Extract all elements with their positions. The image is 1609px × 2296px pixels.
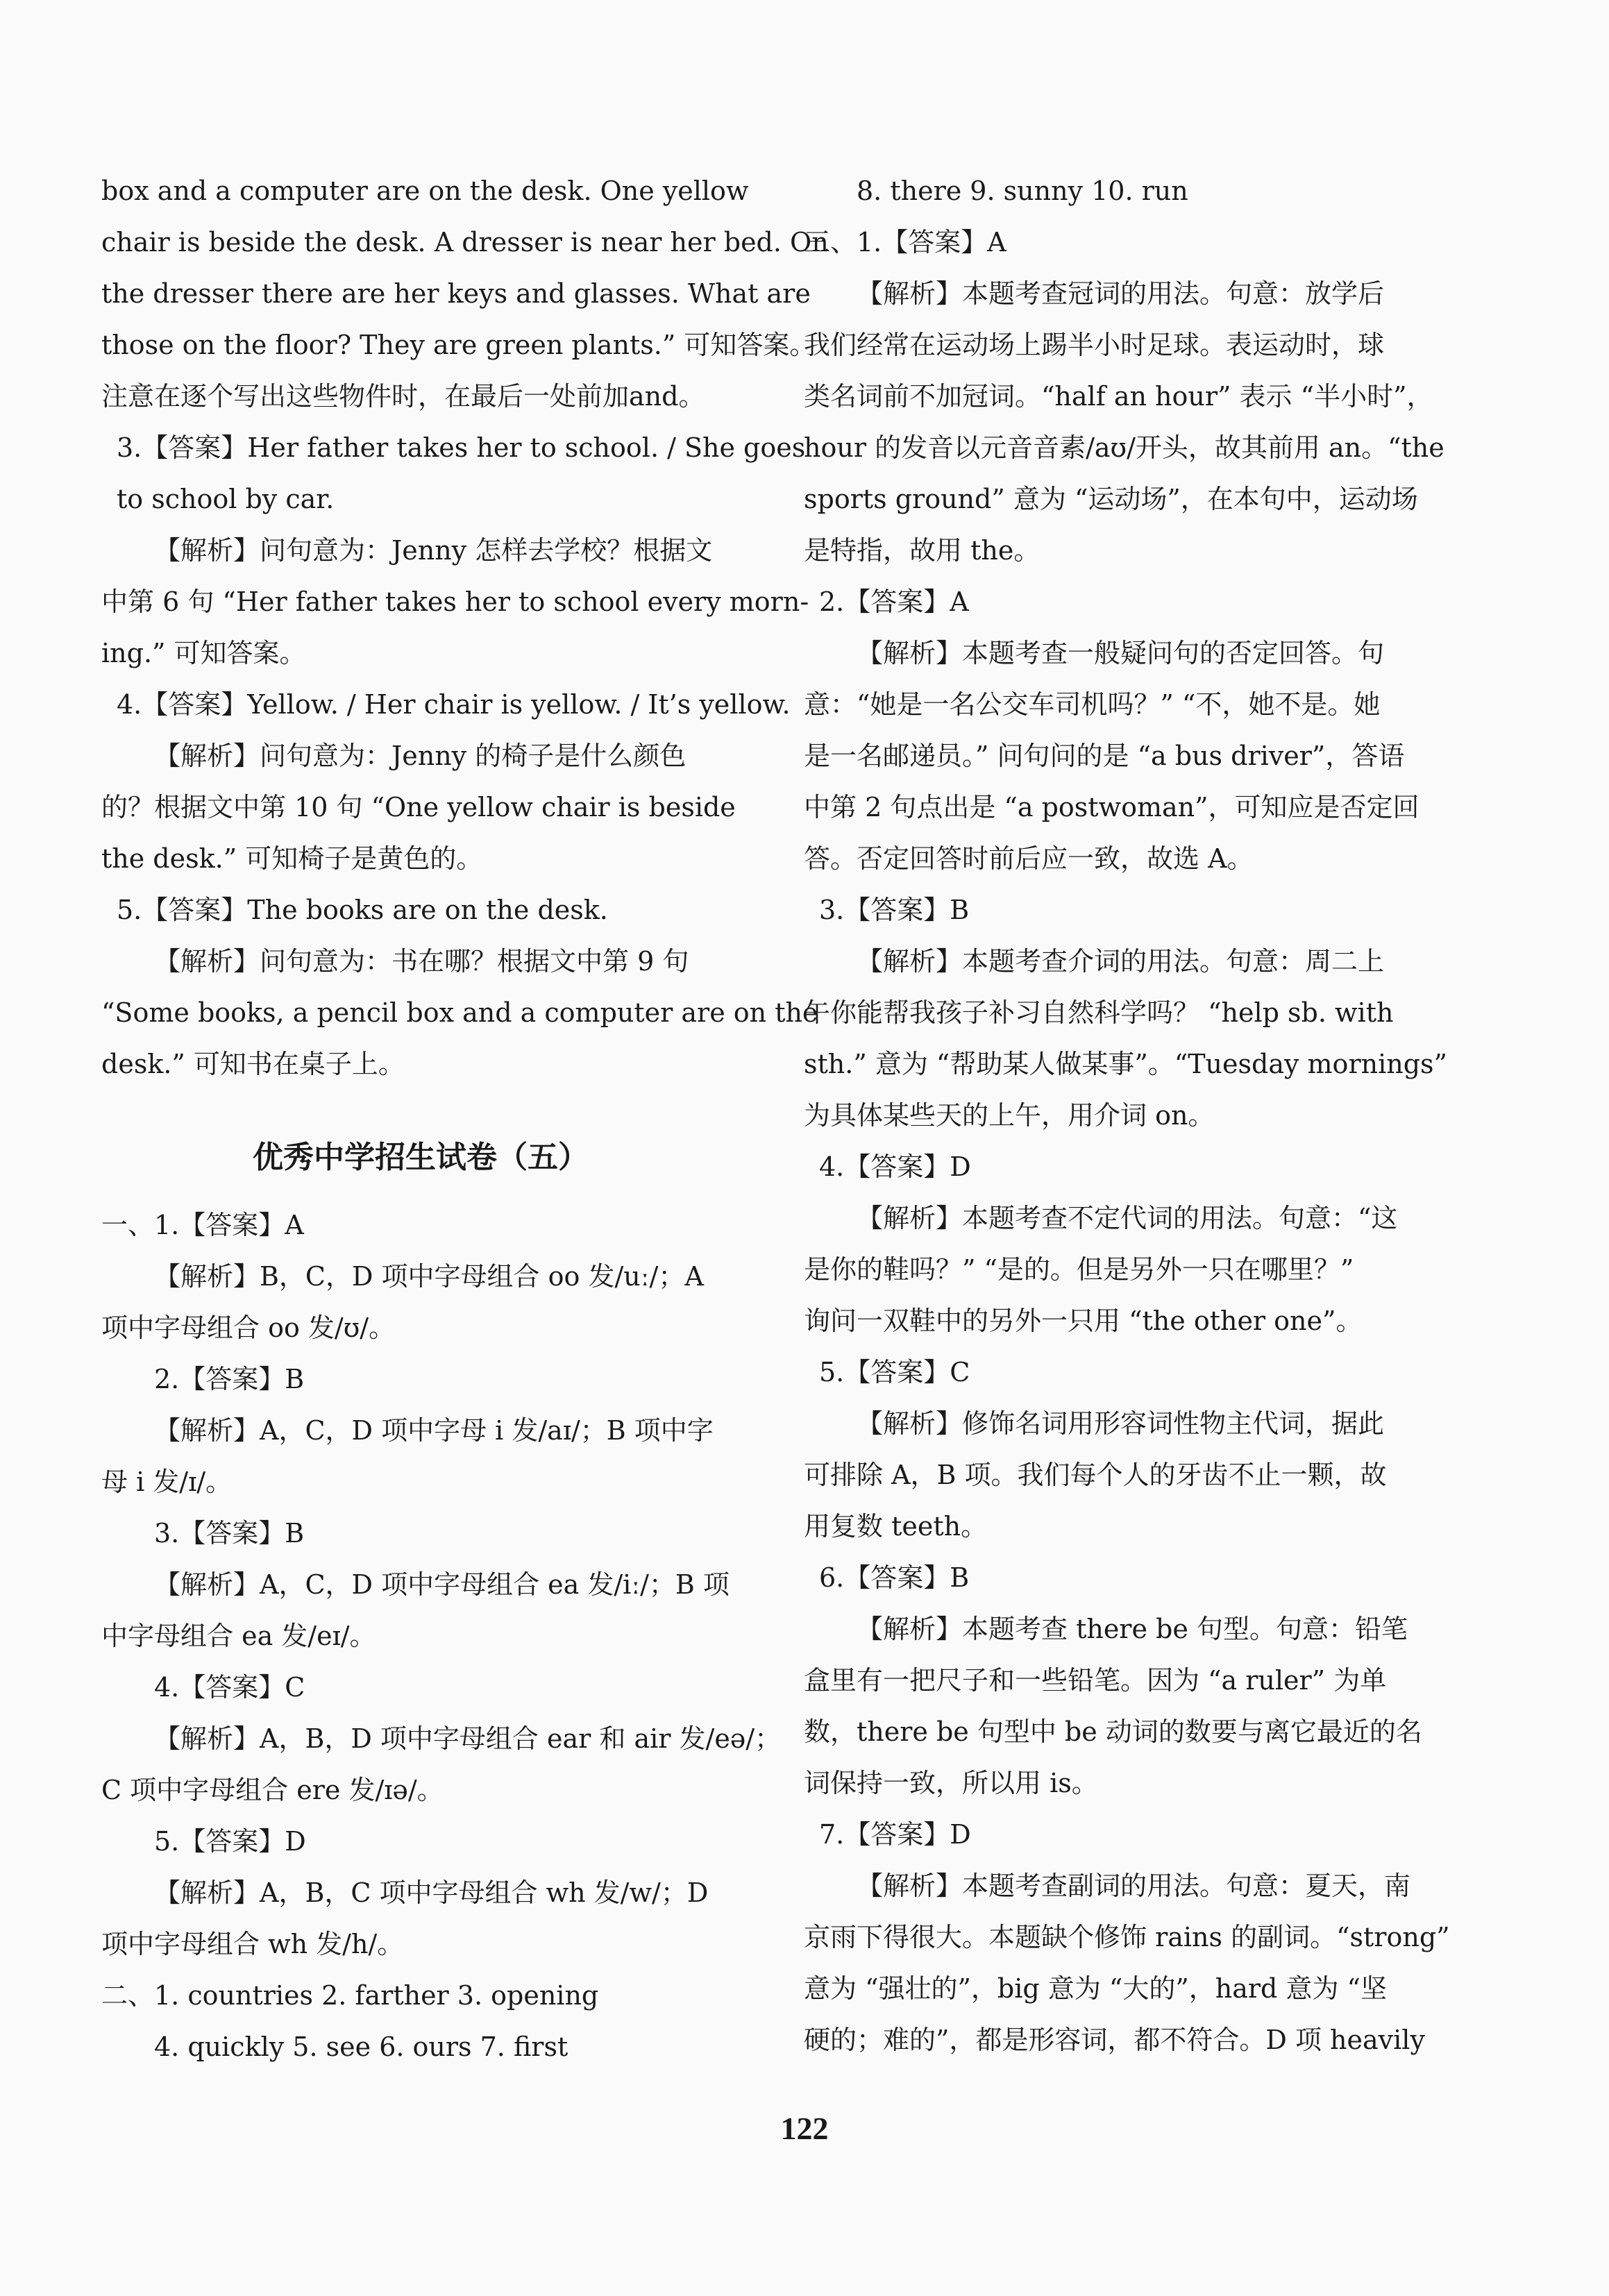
text-line: 4. quickly 5. see 6. ours 7. first xyxy=(154,2032,568,2062)
text-line: 可排除 A，B 项。我们每个人的牙齿不止一颗，故 xyxy=(804,1460,1387,1490)
text-line: 词保持一致，所以用 is。 xyxy=(804,1768,1098,1798)
text-line: 【解析】本题考查副词的用法。句意：夏天，南 xyxy=(857,1871,1411,1901)
text-line: 数，there be 句型中 be 动词的数要与离它最近的名 xyxy=(804,1716,1422,1747)
text-line: 注意在逐个写出这些物件时，在最后一处前加and。 xyxy=(101,381,705,412)
text-line: 【解析】A，C，D 项中字母 i 发/aɪ/；B 项中字 xyxy=(154,1415,714,1446)
text-line: 【解析】问句意为：Jenny 的椅子是什么颜色 xyxy=(154,741,686,771)
left-column xyxy=(101,165,829,2073)
text-line: the desk.” 可知椅子是黄色的。 xyxy=(101,843,483,874)
text-line: 二、1. countries 2. farther 3. opening xyxy=(101,1980,599,2011)
text-line: 3.【答案】B xyxy=(819,895,970,925)
text-line: those on the floor? They are green plants.” 可知答案。 xyxy=(101,330,816,360)
text-line: 是你的鞋吗？” “是的。但是另外一只在哪里？” xyxy=(804,1254,1354,1285)
text-line: 2.【答案】A xyxy=(819,586,969,617)
text-line: 3.【答案】B xyxy=(154,1518,305,1548)
text-line: 类名词前不加冠词。“half an hour” 表示 “半小时”， xyxy=(804,381,1433,412)
text-line: desk.” 可知书在桌子上。 xyxy=(101,1049,405,1079)
text-line: 4.【答案】D xyxy=(819,1151,971,1182)
text-line: 【解析】问句意为：Jenny 怎样去学校？根据文 xyxy=(154,535,713,566)
text-line: C 项中字母组合 ere 发/ɪə/。 xyxy=(101,1775,444,1805)
text-line: 午你能帮我孩子补习自然科学吗？ “help sb. with xyxy=(804,997,1394,1028)
text-line: 【解析】A，B，D 项中字母组合 ear 和 air 发/eə/； xyxy=(154,1723,782,1754)
text-line: to school by car. xyxy=(117,484,335,514)
text-line: 一、1.【答案】A xyxy=(101,1210,304,1240)
text-line: 【解析】修饰名词用形容词性物主代词，据此 xyxy=(857,1408,1385,1439)
text-line: 母 i 发/ɪ/。 xyxy=(101,1467,233,1497)
text-line: box and a computer are on the desk. One yellow xyxy=(101,176,749,206)
text-line: 4.【答案】Yellow. / Her chair is yellow. / It’s yellow. xyxy=(117,689,791,720)
text-line: 5.【答案】D xyxy=(154,1826,306,1857)
text-line: ing.” 可知答案。 xyxy=(101,638,306,668)
text-line: 我们经常在运动场上踢半小时足球。表运动时，球 xyxy=(804,330,1385,360)
text-line: 【解析】本题考查 there be 句型。句意：铅笔 xyxy=(857,1614,1408,1644)
text-line: 硬的；难的”，都是形容词，都不符合。D 项 heavily xyxy=(804,2025,1425,2055)
text-line: 意：“她是一名公交车司机吗？” “不，她不是。她 xyxy=(804,689,1381,720)
text-line: sports ground” 意为 “运动场”，在本句中，运动场 xyxy=(804,484,1418,514)
text-line: 中第 2 句点出是 “a postwoman”，可知应是否定回 xyxy=(804,792,1420,822)
text-line: 是一名邮递员。” 问句问的是 “a bus driver”，答语 xyxy=(804,741,1405,771)
text-line: 三、1.【答案】A xyxy=(804,227,1006,258)
text-line: 盒里有一把尺子和一些铅笔。因为 “a ruler” 为单 xyxy=(804,1665,1387,1696)
text-line: 8. there 9. sunny 10. run xyxy=(857,176,1188,206)
section-title: 优秀中学招生试卷（五） xyxy=(253,1140,589,1175)
text-line: 【解析】A，B，C 项中字母组合 wh 发/w/；D xyxy=(154,1877,709,1908)
text-line: 4.【答案】C xyxy=(154,1672,305,1703)
left-answers-exam-5 xyxy=(101,1199,782,2073)
text-line: 意为 “强壮的”，big 意为 “大的”，hard 意为 “坚 xyxy=(804,1973,1387,2004)
text-line: “Some books, a pencil box and a computer are on the xyxy=(101,997,818,1028)
text-line: 2.【答案】B xyxy=(154,1364,305,1394)
text-line: sth.” 意为 “帮助某人做某事”。“Tuesday mornings” xyxy=(804,1049,1447,1079)
text-line: 【解析】本题考查不定代词的用法。句意：“这 xyxy=(857,1203,1398,1233)
text-line: 京雨下得很大。本题缺个修饰 rains 的副词。“strong” xyxy=(804,1922,1450,1952)
right-column xyxy=(804,165,1450,2066)
text-line: 中字母组合 ea 发/eɪ/。 xyxy=(101,1621,376,1651)
text-line: 【解析】A，C，D 项中字母组合 ea 发/iː/；B 项 xyxy=(154,1569,730,1600)
text-line: chair is beside the desk. A dresser is near her bed. On xyxy=(101,227,829,258)
text-line: the dresser there are her keys and glasses. What are xyxy=(101,278,811,309)
text-line: 的？根据文中第 10 句 “One yellow chair is beside xyxy=(101,792,736,822)
text-line: 是特指，故用 the。 xyxy=(804,535,1041,566)
text-line: 5.【答案】C xyxy=(819,1357,970,1387)
text-line: 【解析】B，C，D 项中字母组合 oo 发/uː/；A xyxy=(154,1261,704,1292)
text-line: 项中字母组合 wh 发/h/。 xyxy=(101,1929,404,1959)
text-line: 7.【答案】D xyxy=(819,1819,971,1850)
text-line: 【解析】本题考查一般疑问句的否定回答。句 xyxy=(857,638,1385,668)
text-line: hour 的发音以元音音素/aʊ/开头，故其前用 an。“the xyxy=(804,432,1444,463)
text-line: 询问一双鞋中的另外一只用 “the other one”。 xyxy=(804,1306,1363,1336)
text-line: 答。否定回答时前后应一致，故选 A。 xyxy=(804,843,1254,874)
text-line: 项中字母组合 oo 发/ʊ/。 xyxy=(101,1312,396,1343)
text-line: 用复数 teeth。 xyxy=(804,1511,988,1542)
text-line: 5.【答案】The books are on the desk. xyxy=(117,895,608,925)
text-line: 【解析】本题考查冠词的用法。句意：放学后 xyxy=(857,278,1385,309)
text-line: 【解析】问句意为：书在哪？根据文中第 9 句 xyxy=(154,946,689,977)
text-line: 3.【答案】Her father takes her to school. / She goes xyxy=(117,432,806,463)
page-number: 122 xyxy=(780,2111,829,2146)
left-answers-continued xyxy=(101,165,829,1090)
text-line: 【解析】本题考查介词的用法。句意：周二上 xyxy=(857,946,1385,977)
text-line: 6.【答案】B xyxy=(819,1562,970,1593)
right-answers xyxy=(804,165,1450,2066)
text-line: 中第 6 句 “Her father takes her to school every morn- xyxy=(101,586,809,617)
text-line: 为具体某些天的上午，用介词 on。 xyxy=(804,1100,1215,1131)
